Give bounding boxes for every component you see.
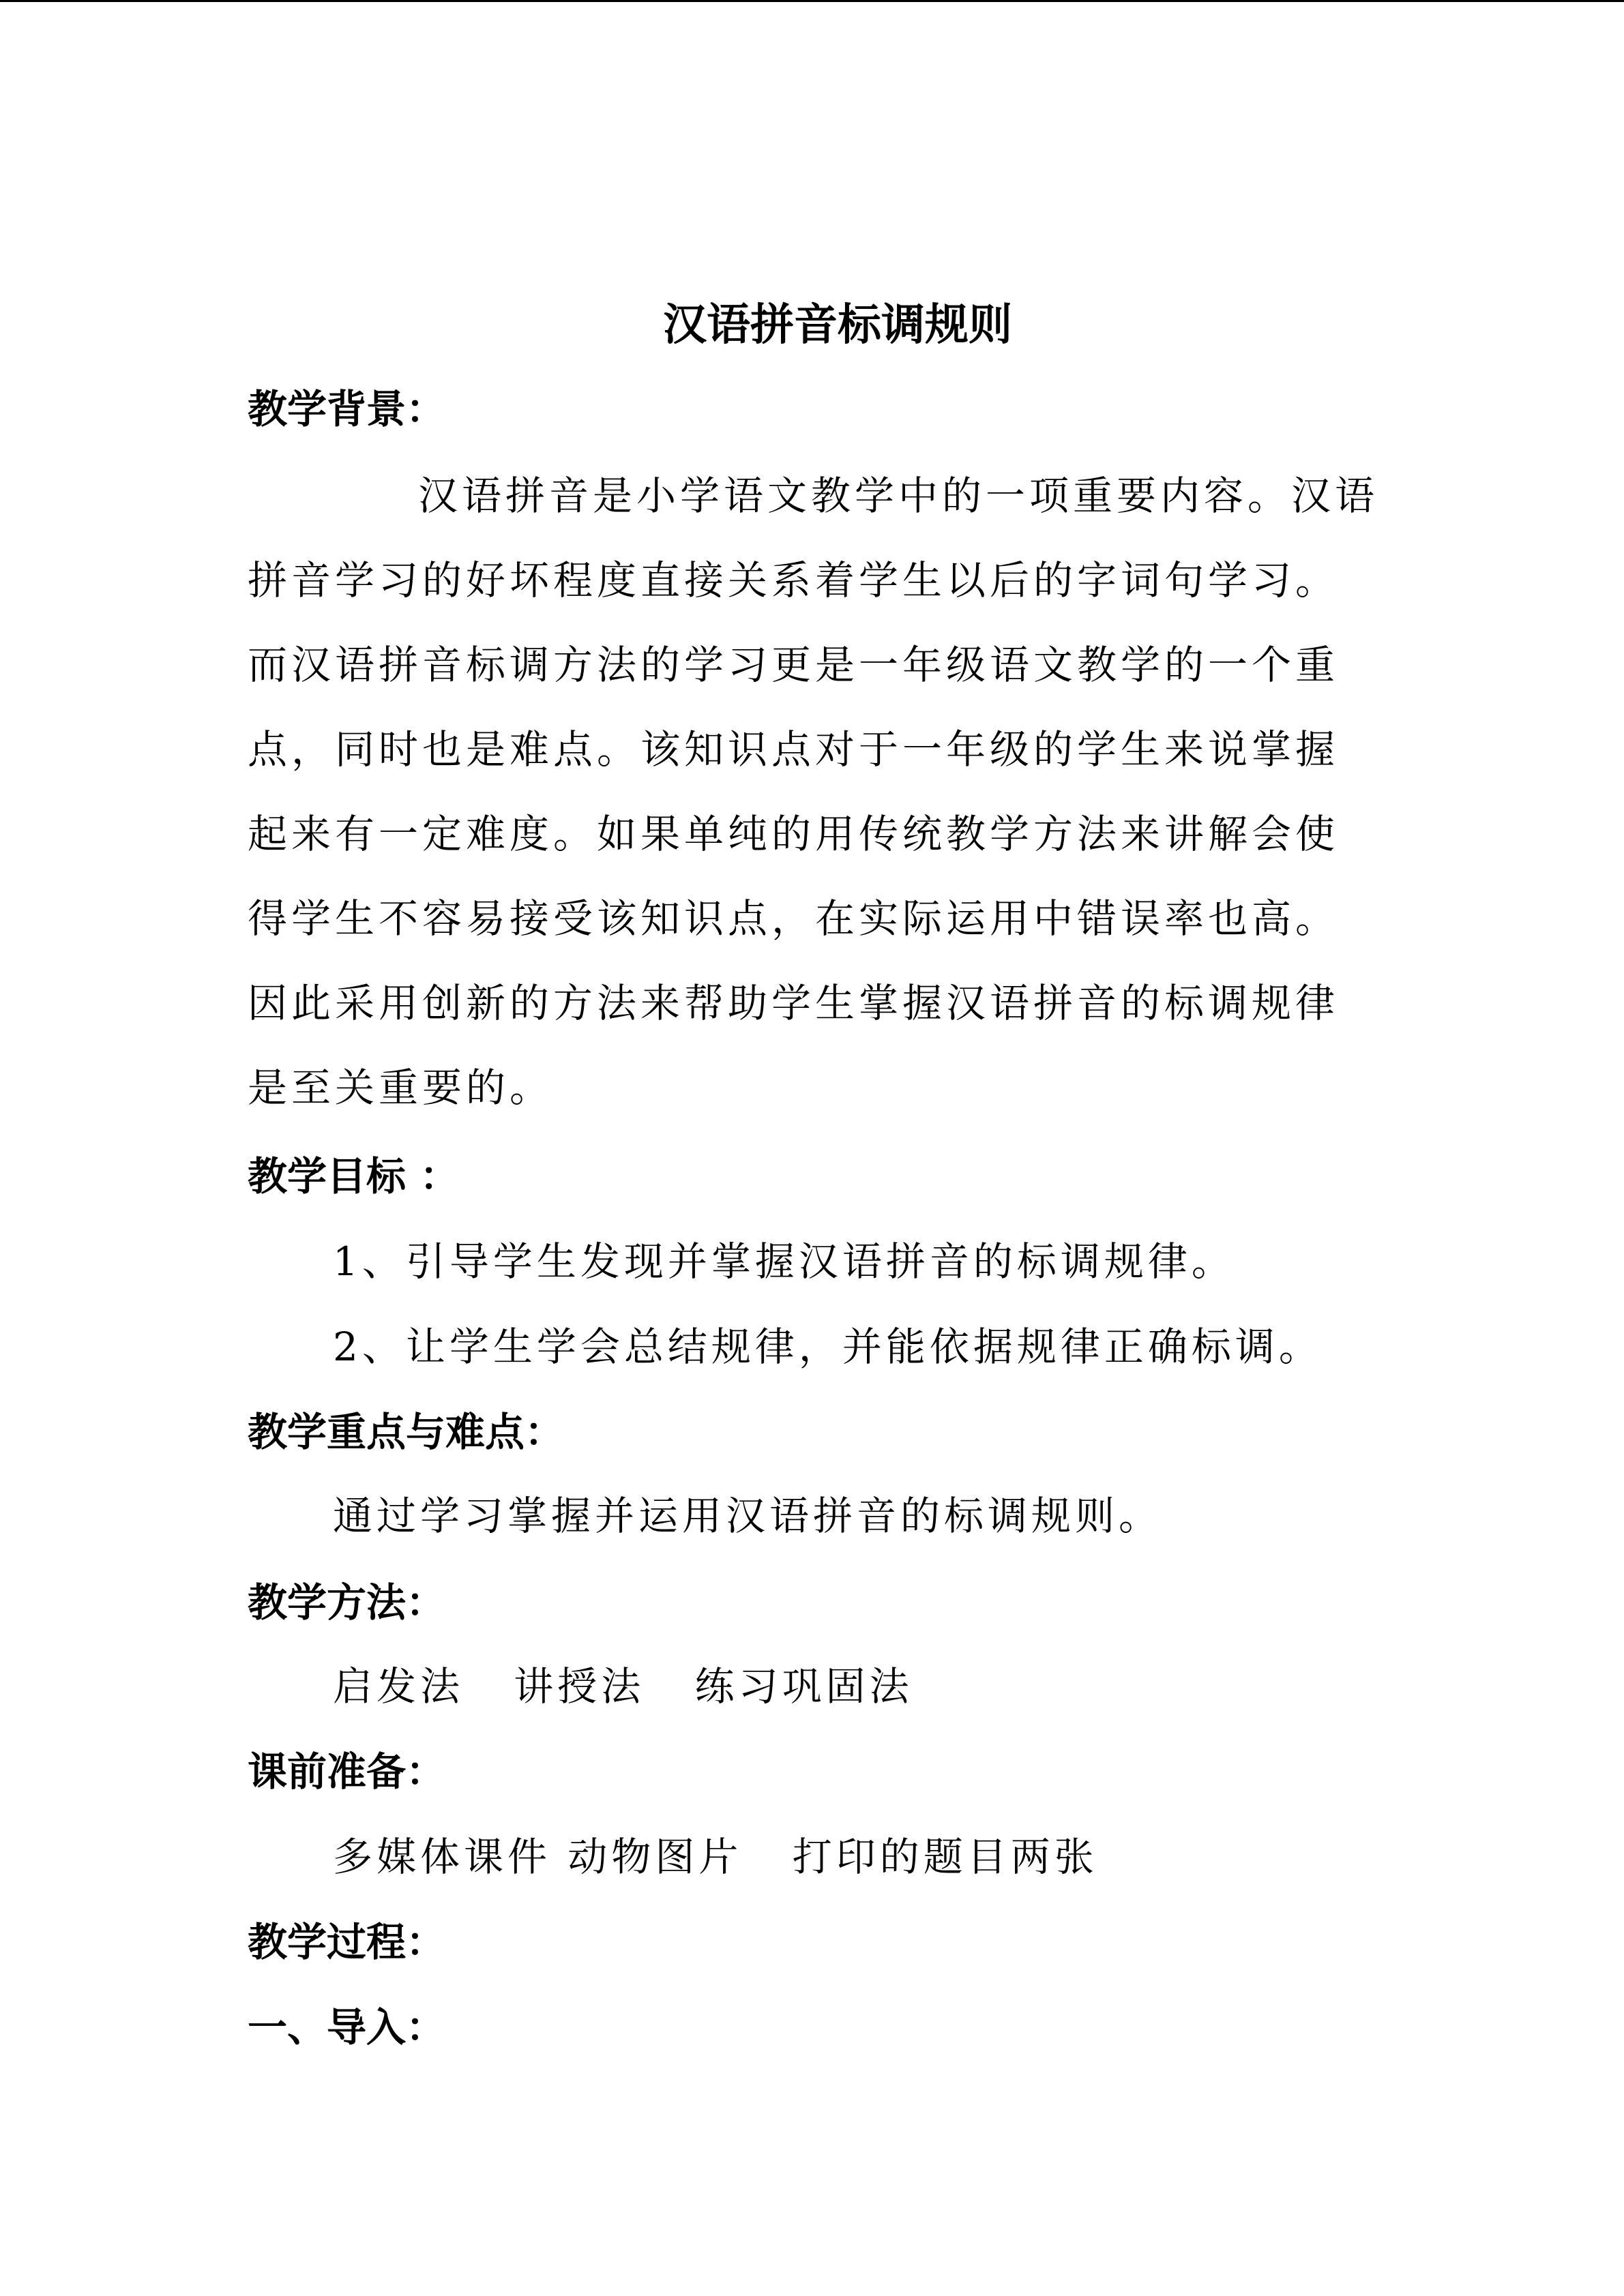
objective-item: 1、引导学生发现并掌握汉语拼音的标调规律。 <box>333 1238 1235 1285</box>
heading-methods: 教学方法： <box>248 1579 446 1626</box>
background-line: 汉语拼音是小学语文教学中的一项重要内容。汉语 <box>418 473 1379 519</box>
heading-process: 教学过程： <box>248 1919 446 1965</box>
background-line: 点，同时也是难点。该知识点对于一年级的学生来说掌握 <box>248 726 1340 773</box>
key-points-text: 通过学习掌握并运用汉语拼音的标调规则。 <box>333 1493 1163 1539</box>
heading-objectives: 教学目标 ： <box>248 1153 460 1199</box>
background-line: 因此采用创新的方法来帮助学生掌握汉语拼音的标调规律 <box>248 980 1340 1026</box>
heading-intro: 一、导入： <box>248 2004 446 2051</box>
background-line: 得学生不容易接受该知识点，在实际运用中错误率也高。 <box>248 895 1340 942</box>
preparation-text: 多媒体课件 动物图片 打印的题目两张 <box>333 1834 1098 1880</box>
background-line: 而汉语拼音标调方法的学习更是一年级语文教学的一个重 <box>248 642 1340 688</box>
document-title: 汉语拼音标调规则 <box>663 300 1012 351</box>
page-top-border <box>0 0 1624 2</box>
background-line: 拼音学习的好坏程度直接关系着学生以后的字词句学习。 <box>248 557 1340 603</box>
background-line: 起来有一定难度。如果单纯的用传统教学方法来讲解会使 <box>248 811 1340 857</box>
heading-background: 教学背景： <box>248 386 446 432</box>
objective-item: 2、让学生学会总结规律，并能依据规律正确标调。 <box>333 1324 1323 1370</box>
background-line: 是至关重要的。 <box>248 1064 554 1111</box>
methods-text: 启发法 讲授法 练习巩固法 <box>333 1663 913 1710</box>
heading-preparation: 课前准备： <box>248 1748 446 1795</box>
background-paragraph <box>248 453 1383 1130</box>
heading-key-points: 教学重点与难点： <box>248 1409 565 1455</box>
